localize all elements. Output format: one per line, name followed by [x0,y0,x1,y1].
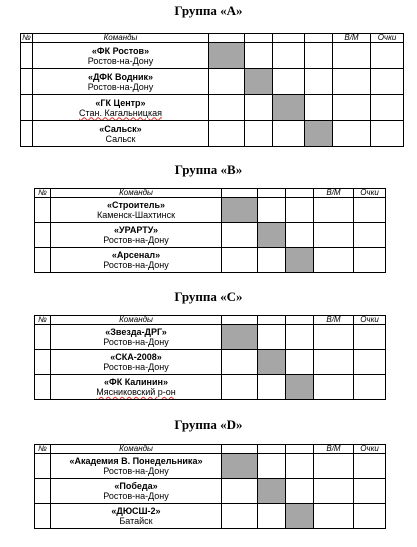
result-cell [258,454,286,479]
team-cell [51,479,222,504]
header-teams: Команды [51,189,222,198]
vm-cell [314,375,354,400]
team-city: Ростов-на-Дону [87,81,154,92]
points-cell [354,248,386,273]
header-opp-3 [273,34,305,43]
vm-cell [333,69,371,95]
self-match-cell [305,121,333,147]
team-name: «Победа» [114,481,158,491]
self-match-cell [286,248,314,273]
result-cell [286,350,314,375]
header-opp-2 [258,189,286,198]
team-city: Стан. Кагальницкая [79,107,162,118]
result-cell [286,479,314,504]
header-opp-4 [305,34,333,43]
row-num [35,375,51,400]
points-cell [354,504,386,529]
result-cell [222,375,258,400]
header-points: Очки [354,445,386,454]
header-opp-1 [222,316,258,325]
table-row [35,375,386,400]
self-match-cell [258,479,286,504]
result-cell [258,198,286,223]
header-opp-2 [258,316,286,325]
group-c-table [34,315,386,400]
row-num [35,248,51,273]
result-cell [258,504,286,529]
team-cell [33,95,209,121]
team-cell [51,223,222,248]
points-cell [354,198,386,223]
table-row [35,198,386,223]
result-cell [258,375,286,400]
team-name: «ФК Ростов» [91,45,150,56]
header-num: № [35,189,51,198]
header-num: № [22,33,31,42]
header-vm: В/М [314,189,354,198]
header-opp-1 [209,34,245,43]
team-city: Каменск-Шахтинск [96,210,176,220]
header-teams: Команды [51,316,222,325]
team-city: Ростов-на-Дону [103,235,169,245]
row-num [21,69,33,95]
table-header-row [35,316,386,325]
vm-cell [333,121,371,147]
table-row [21,43,404,69]
vm-cell [333,95,371,121]
result-cell [286,454,314,479]
group-b-table [34,188,386,273]
team-city: Батайск [119,516,153,526]
row-num [35,350,51,375]
team-name: «УРАРТУ» [114,225,158,235]
header-points: Очки [354,189,386,198]
result-cell [245,43,273,69]
points-cell [371,121,404,147]
row-num [35,325,51,350]
team-city: Ростов-на-Дону [103,337,169,347]
team-cell [33,43,209,69]
group-d-table [34,444,386,529]
team-city: Ростов-на-Дону [103,260,169,270]
self-match-cell [222,198,258,223]
self-match-cell [273,95,305,121]
team-name: «Сальск» [99,123,142,134]
team-name: «Арсенал» [111,250,161,260]
vm-cell [314,479,354,504]
result-cell [286,198,314,223]
group-d-title: Группа «D» [174,417,243,432]
result-cell [305,43,333,69]
result-cell [273,43,305,69]
points-cell [371,95,404,121]
team-cell [51,198,222,223]
table-header-row [35,189,386,198]
result-cell [209,121,245,147]
header-opp-1 [222,445,258,454]
self-match-cell [286,375,314,400]
result-cell [286,325,314,350]
points-cell [371,43,404,69]
table-header-row [21,34,404,43]
result-cell [222,504,258,529]
team-name: «Строитель» [106,200,166,210]
vm-cell [314,248,354,273]
result-cell [222,479,258,504]
table-row [35,248,386,273]
team-name: «ДЮСШ-2» [111,506,161,516]
table-row [21,95,404,121]
result-cell [258,325,286,350]
result-cell [209,95,245,121]
header-opp-2 [258,445,286,454]
self-match-cell [209,43,245,69]
row-num [35,504,51,529]
vm-cell [314,198,354,223]
group-a-title: Группа «А» [174,3,243,18]
result-cell [273,69,305,95]
team-cell [51,375,222,400]
result-cell [245,121,273,147]
vm-cell [314,325,354,350]
header-opp-3 [286,189,314,198]
team-name: «ДФК Водник» [87,71,154,82]
header-num: № [35,445,51,454]
table-row [21,121,404,147]
team-cell [51,325,222,350]
table-row [35,325,386,350]
team-name: «ФК Калинин» [104,377,168,387]
team-name: «Звезда-ДРГ» [105,327,167,337]
vm-cell [314,454,354,479]
points-cell [354,375,386,400]
self-match-cell [222,325,258,350]
team-name: «Академия В. Понедельника» [69,456,203,466]
header-teams: Команды [51,445,222,454]
self-match-cell [222,454,258,479]
team-city: Ростов-на-Дону [103,362,169,372]
team-city: Мясниковский р-он [96,387,176,397]
row-num [35,454,51,479]
table-row [35,454,386,479]
self-match-cell [258,350,286,375]
team-cell [33,121,209,147]
vm-cell [333,43,371,69]
header-opp-3 [286,316,314,325]
vm-cell [314,350,354,375]
row-num [21,95,33,121]
header-teams: Команды [33,34,209,43]
header-vm: В/М [314,316,354,325]
team-cell [51,504,222,529]
points-cell [354,325,386,350]
header-points: Очки [371,34,404,43]
row-num [35,479,51,504]
result-cell [222,248,258,273]
self-match-cell [245,69,273,95]
result-cell [305,95,333,121]
table-header-row [35,445,386,454]
group-c-title: Группа «С» [174,289,243,304]
header-points: Очки [354,316,386,325]
table-row [35,350,386,375]
points-cell [354,223,386,248]
points-cell [371,69,404,95]
team-city: Ростов-на-Дону [87,55,154,66]
result-cell [245,95,273,121]
header-vm: В/М [333,34,371,43]
table-row [21,69,404,95]
row-num [21,43,33,69]
team-city: Ростов-на-Дону [103,466,169,476]
header-opp-1 [222,189,258,198]
group-b-title: Группа «B» [174,162,243,177]
team-name: «ГК Центр» [95,97,146,108]
team-cell [51,248,222,273]
points-cell [354,454,386,479]
result-cell [273,121,305,147]
team-name: «СКА-2008» [110,352,162,362]
result-cell [305,69,333,95]
result-cell [222,223,258,248]
result-cell [209,69,245,95]
table-row [35,223,386,248]
table-row [35,504,386,529]
header-opp-3 [286,445,314,454]
row-num [35,198,51,223]
result-cell [258,248,286,273]
team-cell [33,69,209,95]
group-a-table [20,33,404,147]
header-num: № [35,316,51,325]
self-match-cell [258,223,286,248]
team-city: Сальск [105,133,136,144]
table-row [35,479,386,504]
row-num [21,121,33,147]
header-opp-2 [245,34,273,43]
team-cell [51,350,222,375]
vm-cell [314,223,354,248]
result-cell [222,350,258,375]
team-city: Ростов-на-Дону [103,491,169,501]
result-cell [286,223,314,248]
team-cell [51,454,222,479]
points-cell [354,350,386,375]
self-match-cell [286,504,314,529]
points-cell [354,479,386,504]
header-vm: В/М [314,445,354,454]
row-num [35,223,51,248]
vm-cell [314,504,354,529]
